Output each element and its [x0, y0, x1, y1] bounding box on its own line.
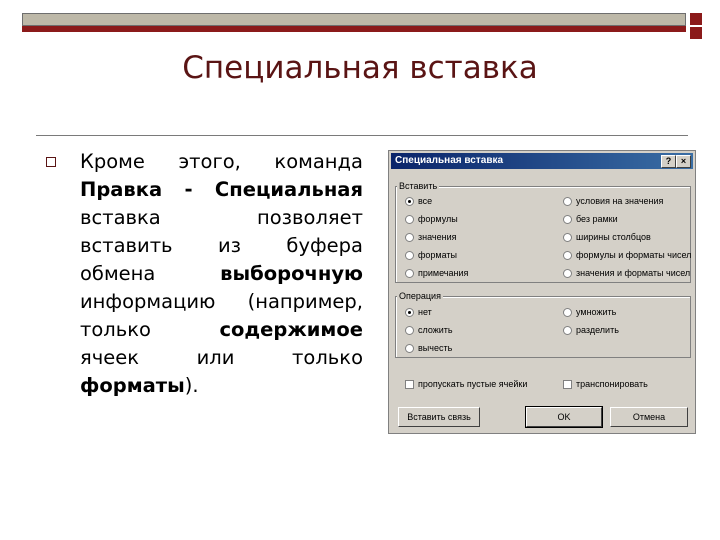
slide-title: Специальная вставка: [182, 50, 538, 86]
radio-values-number-formats[interactable]: [563, 269, 572, 278]
radio-op-multiply[interactable]: [563, 308, 572, 317]
transpose-checkbox[interactable]: [563, 380, 572, 389]
top-decor-bar-grey: [22, 13, 686, 26]
radio-values[interactable]: [405, 233, 414, 242]
radio-formulas-number-formats-label: формулы и форматы чисел: [576, 250, 692, 260]
radio-op-none[interactable]: [405, 308, 414, 317]
paste-special-dialog: [388, 150, 696, 434]
radio-column-widths[interactable]: [563, 233, 572, 242]
operation-group-label: Операция: [399, 291, 441, 301]
radio-op-none-label: нет: [418, 307, 432, 317]
radio-values-label: значения: [418, 232, 457, 242]
radio-no-borders[interactable]: [563, 215, 572, 224]
radio-formulas-label: формулы: [418, 214, 458, 224]
title-divider: [36, 135, 688, 136]
dialog-title: Специальная вставка: [395, 155, 504, 166]
corner-square-top: [690, 13, 702, 25]
radio-op-divide-label: разделить: [576, 325, 619, 335]
radio-comments[interactable]: [405, 269, 414, 278]
radio-op-add[interactable]: [405, 326, 414, 335]
radio-all-label: все: [418, 196, 433, 206]
radio-formats-label: форматы: [418, 250, 458, 260]
body-text-part: Кроме этого, команда: [80, 150, 363, 173]
radio-formulas-number-formats[interactable]: [563, 251, 572, 260]
body-text-part: вставка позволяет вставить из буфера обмена: [80, 206, 363, 285]
cancel-button[interactable]: Отмена: [610, 407, 688, 427]
radio-op-multiply-label: умножить: [576, 307, 617, 317]
radio-op-subtract-label: вычесть: [418, 343, 453, 353]
body-text-bold: Правка - Специальная: [80, 178, 363, 201]
body-text-part: ).: [184, 374, 199, 397]
paste-group-label: Вставить: [399, 181, 438, 191]
bullet-square-icon: [46, 157, 56, 167]
dialog-titlebar: [391, 153, 693, 169]
radio-no-borders-label: без рамки: [576, 214, 618, 224]
top-decor-bar: [22, 13, 686, 31]
ok-button[interactable]: OK: [526, 407, 602, 427]
radio-formulas[interactable]: [405, 215, 414, 224]
radio-op-subtract[interactable]: [405, 344, 414, 353]
transpose-label: транспонировать: [576, 379, 648, 389]
radio-comments-label: примечания: [418, 268, 469, 278]
corner-square-bottom: [690, 27, 702, 39]
skip-blanks-checkbox[interactable]: [405, 380, 414, 389]
radio-all[interactable]: [405, 197, 414, 206]
body-text-bold: выборочную: [220, 262, 363, 285]
radio-validation-label: условия на значения: [576, 196, 664, 206]
help-button[interactable]: ?: [661, 155, 676, 168]
radio-validation[interactable]: [563, 197, 572, 206]
close-button[interactable]: ×: [676, 155, 691, 168]
slide-body-text: [80, 148, 363, 400]
radio-op-add-label: сложить: [418, 325, 453, 335]
radio-column-widths-label: ширины столбцов: [576, 232, 651, 242]
radio-op-divide[interactable]: [563, 326, 572, 335]
body-text-bold: форматы: [80, 374, 185, 397]
radio-formats[interactable]: [405, 251, 414, 260]
top-decor-bar-red: [22, 26, 686, 32]
body-text-part: ячеек или только: [80, 346, 363, 369]
paste-link-button[interactable]: Вставить связь: [398, 407, 480, 427]
skip-blanks-label: пропускать пустые ячейки: [418, 379, 528, 389]
radio-values-number-formats-label: значения и форматы чисел: [576, 268, 691, 278]
body-text-part: информацию (например, только: [80, 290, 363, 341]
body-text-bold: содержимое: [219, 318, 363, 341]
